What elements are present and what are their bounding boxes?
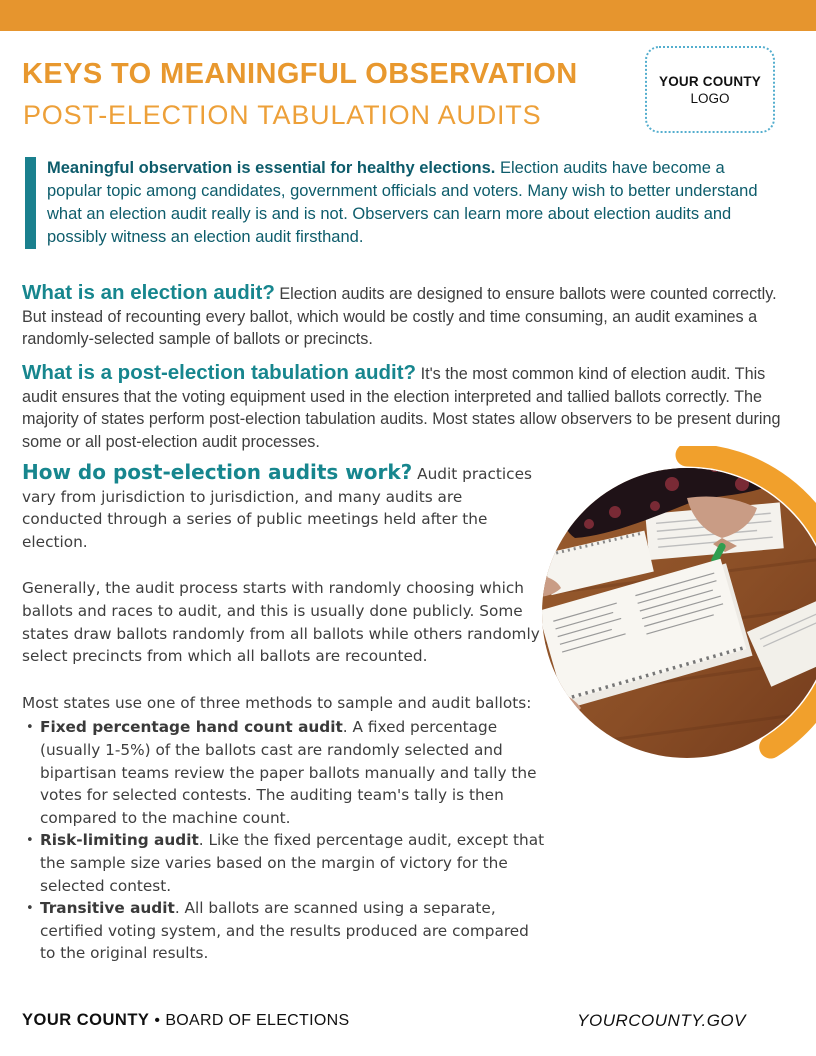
footer-organization [22,1011,349,1030]
top-accent-bar [0,0,816,31]
footer-website: YOURCOUNTY.GOV [577,1011,746,1030]
section-body: Election audits are designed to ensure ballots were counted correctly. But instead of recounting every ballot, which would be costly and time consuming, an audit examines a randomly-selected sample of ballots or precincts. [22,285,777,349]
list-item [40,829,546,897]
bullet-lead: Fixed percentage hand count audit [40,718,343,737]
logo-text-line2: LOGO [690,90,730,106]
section-heading: How do post-election audits work? [22,460,413,484]
intro-callout [25,157,777,249]
section-heading: What is an election audit? [22,281,275,304]
list-item [40,716,546,829]
bullet-lead: Transitive audit [40,899,175,918]
county-logo-placeholder [645,46,775,133]
bullet-text: . Like the fixed percentage audit, except that the sample size varies based on the margin of victory for the selected contest. [40,831,545,895]
intro-lead: Meaningful observation is essential for healthy elections. [47,159,496,177]
section-paragraph: Most states use one of three methods to sample and audit ballots: [22,693,532,712]
section-paragraph [22,461,546,553]
intro-rest: Election audits have become a popular topic among candidates, government officials and voters. Many wish to better understand what an election audit really is and is not. Observers can learn more about election audits and possibly witness an election audit firsthand. [47,159,758,246]
audit-methods-list [22,716,546,965]
logo-text-line1: YOUR COUNTY [659,73,761,89]
footer-separator: • [154,1012,161,1029]
list-item [40,897,546,965]
section-body: Audit practices vary from jurisdiction to jurisdiction, and many audits are conducted through a series of public meetings held after the election. [22,465,532,551]
bullet-text: . All ballots are scanned using a separate, certified voting system, and the results produced are compared to the original results. [40,899,529,963]
photo-circle [537,446,816,776]
audit-photo-graphic [537,446,816,776]
bullet-text: . A fixed percentage (usually 1-5%) of the ballots cast are randomly selected and bipartisan teams review the paper ballots manually and tally the votes for selected contests. The auditing team's tally is then compared to the machine count. [40,718,537,827]
section-body: It's the most common kind of election audit. This audit ensures that the voting equipment used in the election interpreted and tallied ballots correctly. The majority of states perform post-election tabulation audits. Most states allow observers to be present during some or all post-election audit processes. [22,365,781,451]
bullet-lead: Risk-limiting audit [40,831,199,850]
footer-county-name: YOUR COUNTY [22,1011,150,1029]
audit-photo [537,446,816,776]
section-what-is-tabulation-audit [22,362,794,453]
section-paragraph: Generally, the audit process starts with randomly choosing which ballots and races to audit, and this is usually done publicly. Some states draw ballots randomly from all ballots while others randomly select precincts from which all ballots are recounted. [22,579,540,666]
section-what-is-audit [22,282,794,351]
section-how-audits-work [22,461,546,965]
footer-board-label: BOARD OF ELECTIONS [165,1012,350,1029]
page-title: KEYS TO MEANINGFUL OBSERVATION [22,58,578,90]
page-subtitle: POST-ELECTION TABULATION AUDITS [23,100,542,130]
section-heading: What is a post-election tabulation audit? [22,361,417,384]
